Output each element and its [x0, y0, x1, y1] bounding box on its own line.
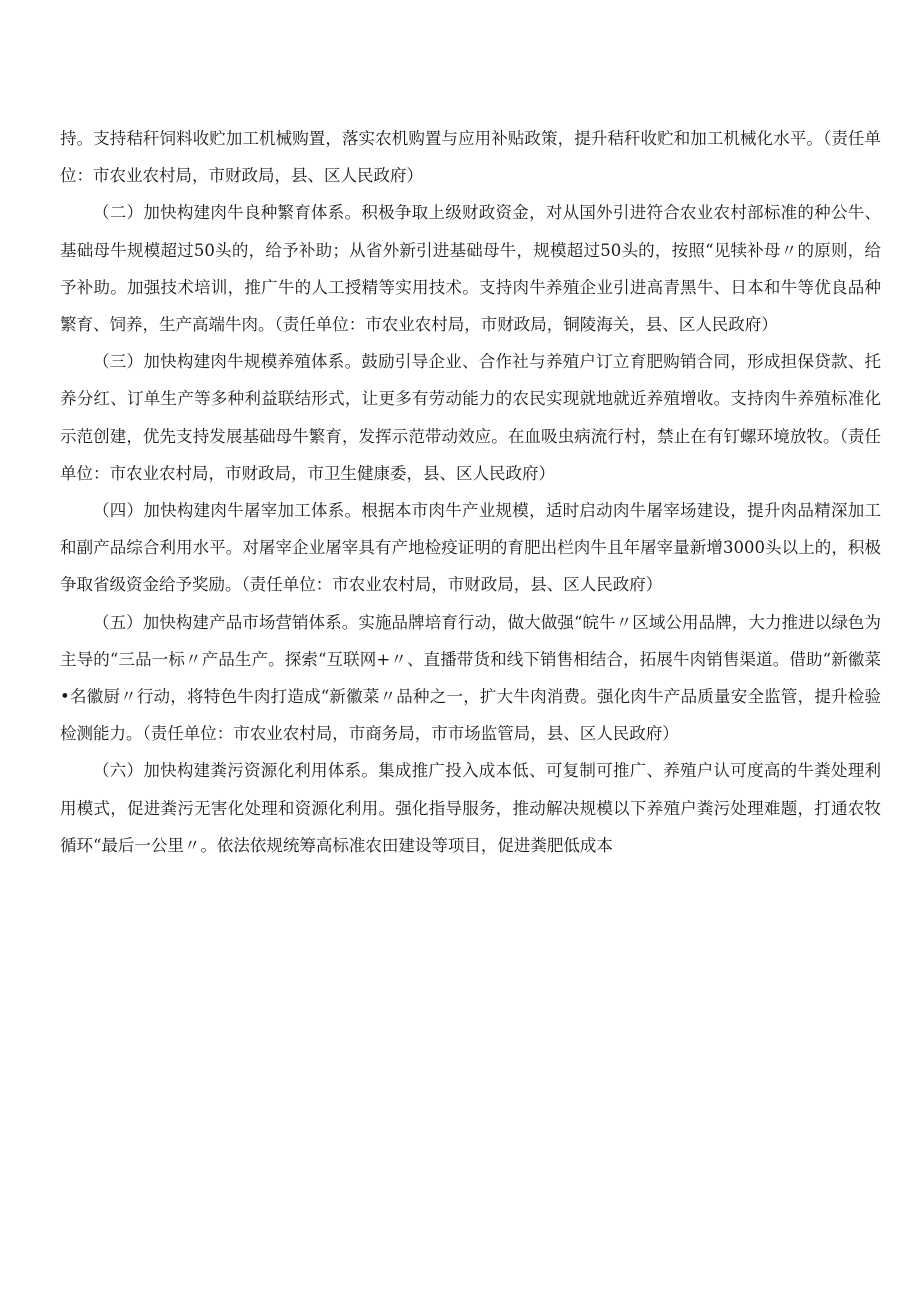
paragraph-continuation: 持。支持秸秆饲料收贮加工机械购置，落实农机购置与应用补贴政策，提升秸秆收贮和加工机械化水平。（责任单位：市农业农村局，市财政局，县、区人民政府）	[60, 129, 881, 186]
paragraph-slaughter-processing-system: （四）加快构建肉牛屠宰加工体系。根据本市肉牛产业规模，适时启动肉牛屠宰场建设，提升肉品精深加工和副产品综合利用水平。对屠宰企业屠宰具有产地检疫证明的育肥出栏肉牛且年屠宰量新增3000头以上的，积极争取省级资金给予奖励。（责任单位：市农业农村局，市财政局，县、区人民政府）	[60, 501, 881, 595]
paragraph-breeding-system: （二）加快构建肉牛良种繁育体系。积极争取上级财政资金，对从国外引进符合农业农村部标准的种公牛、基础母牛规模超过50头的，给予补助；从省外新引进基础母牛，规模超过50头的，按照“见犊补母〃的原则，给予补助。加强技术培训，推广牛的人工授精等实用技术。支持肉牛养殖企业引进高青黑牛、日本和牛等优良品种繁育、饲养，生产高端牛肉。（责任单位：市农业农村局，市财政局，铜陵海关，县、区人民政府）	[60, 203, 881, 335]
paragraph-marketing-system: （五）加快构建产品市场营销体系。实施品牌培育行动，做大做强“皖牛〃区域公用品牌，大力推进以绿色为主导的“三品一标〃产品生产。探索“互联网+〃、直播带货和线下销售相结合，拓展牛肉销售渠道。借助“新徽菜•名徽厨〃行动，将特色牛肉打造成“新徽菜〃品种之一，扩大牛肉消费。强化肉牛产品质量安全监管，提升检验检测能力。（责任单位：市农业农村局，市商务局，市市场监管局，县、区人民政府）	[60, 612, 881, 744]
paragraph-scale-farming-system: （三）加快构建肉牛规模养殖体系。鼓励引导企业、合作社与养殖户订立育肥购销合同，形成担保贷款、托养分红、订单生产等多种利益联结形式，让更多有劳动能力的农民实现就地就近养殖增收。支持肉牛养殖标准化示范创建，优先支持发展基础母牛繁育，发挥示范带动效应。在血吸虫病流行村，禁止在有钉螺环境放牧。（责任单位：市农业农村局，市财政局，市卫生健康委，县、区人民政府）	[60, 352, 881, 483]
document-body	[60, 120, 881, 864]
paragraph-manure-utilization-system: （六）加快构建粪污资源化利用体系。集成推广投入成本低、可复制可推广、养殖户认可度高的牛粪处理利用模式，促进粪污无害化处理和资源化利用。强化指导服务，推动解决规模以下养殖户粪污处理难题，打通农牧循环“最后一公里〃。依法依规统筹高标准农田建设等项目，促进粪肥低成本	[60, 761, 881, 855]
